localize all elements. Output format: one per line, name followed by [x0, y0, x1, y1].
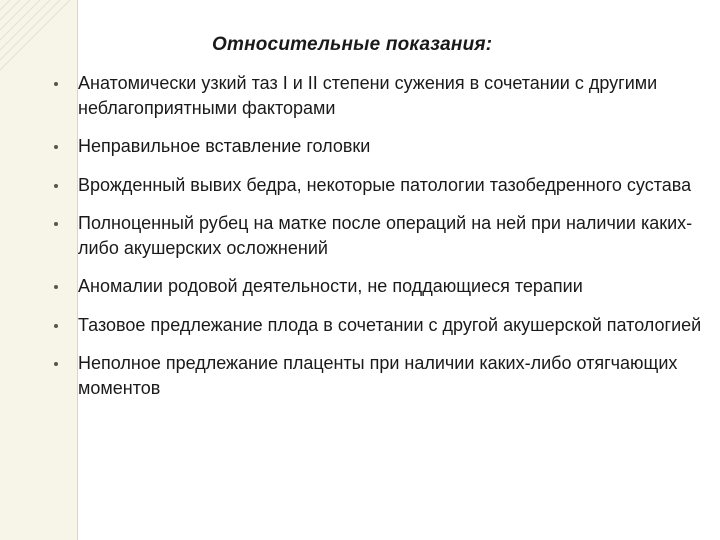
list-item — [40, 71, 704, 121]
list-item — [40, 173, 704, 198]
list-item — [40, 351, 704, 401]
bullet-icon — [54, 145, 58, 149]
list-item — [40, 211, 704, 261]
list-item-text: Неправильное вставление головки — [78, 136, 371, 156]
bullet-icon — [54, 324, 58, 328]
bullet-icon — [54, 362, 58, 366]
indications-list — [40, 71, 704, 401]
bullet-icon — [54, 82, 58, 86]
list-item — [40, 134, 704, 159]
list-item-text: Полноценный рубец на матке после операций на ней при наличии каких-либо акушерских осложнений — [78, 213, 693, 258]
bullet-icon — [54, 222, 58, 226]
bullet-icon — [54, 184, 58, 188]
list-item-text: Аномалии родовой деятельности, не поддающиеся терапии — [78, 276, 583, 296]
list-item — [40, 313, 704, 338]
list-item-text: Анатомически узкий таз I и II степени сужения в сочетании с другими неблагоприятными факторами — [78, 73, 658, 118]
slide-title: Относительные показания: — [212, 34, 493, 55]
list-item-text: Тазовое предлежание плода в сочетании с другой акушерской патологией — [78, 315, 702, 335]
list-item-text: Врожденный вывих бедра, некоторые патологии тазобедренного сустава — [78, 175, 692, 195]
corner-ornament — [0, 0, 80, 80]
list-item-text: Неполное предлежание плаценты при наличии каких-либо отягчающих моментов — [78, 353, 678, 398]
bullet-icon — [54, 285, 58, 289]
list-item — [40, 274, 704, 299]
